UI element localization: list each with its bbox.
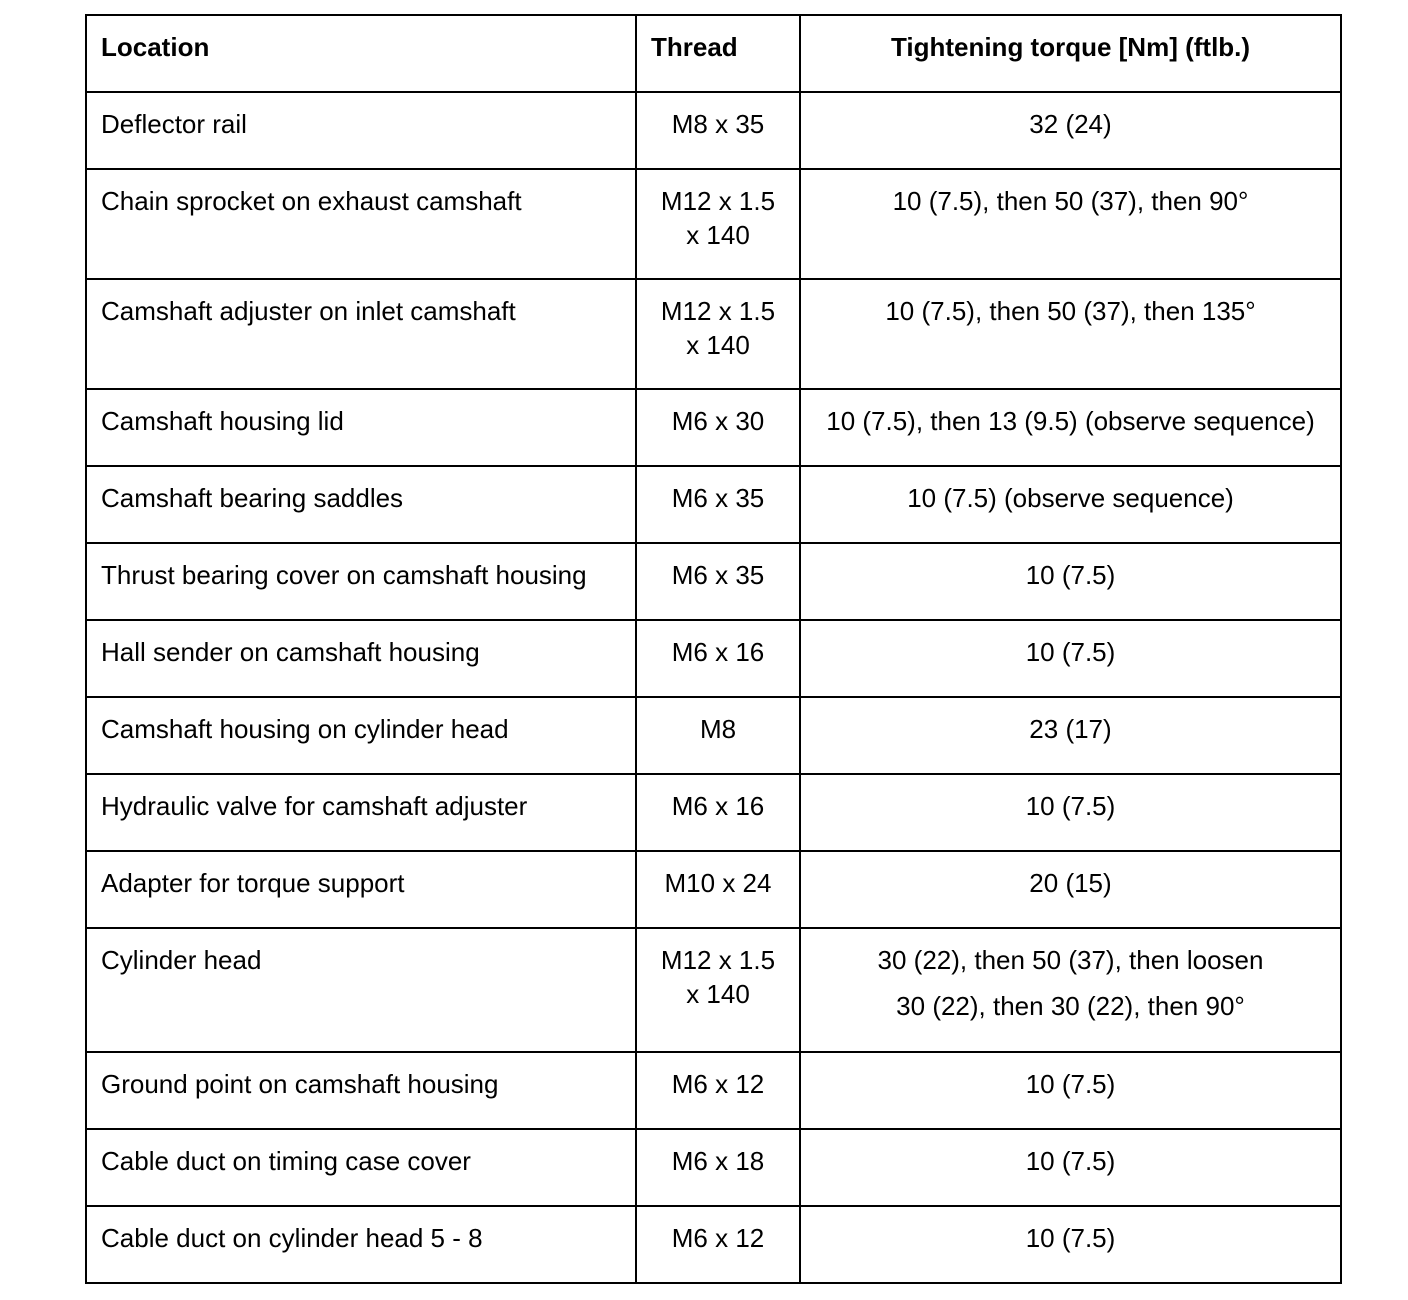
table-row: [86, 389, 1341, 466]
cell-torque: 10 (7.5): [800, 1206, 1341, 1283]
cell-torque: 23 (17): [800, 697, 1341, 774]
cell-thread: M6 x 35: [636, 466, 800, 543]
cell-thread: M6 x 12: [636, 1206, 800, 1283]
cell-torque: 20 (15): [800, 851, 1341, 928]
cell-location: Deflector rail: [86, 92, 636, 169]
table-row: [86, 1129, 1341, 1206]
cell-thread: M12 x 1.5 x 140: [636, 928, 800, 1052]
cell-torque: 10 (7.5), then 50 (37), then 135°: [800, 279, 1341, 389]
cell-torque: 10 (7.5), then 50 (37), then 90°: [800, 169, 1341, 279]
table-row: [86, 279, 1341, 389]
cell-location: Camshaft housing lid: [86, 389, 636, 466]
cell-thread: M6 x 18: [636, 1129, 800, 1206]
cell-location: Chain sprocket on exhaust camshaft: [86, 169, 636, 279]
cell-torque-line-2: 30 (22), then 30 (22), then 90°: [896, 991, 1245, 1021]
table-row: [86, 543, 1341, 620]
cell-torque: 10 (7.5): [800, 1129, 1341, 1206]
cell-location: Camshaft housing on cylinder head: [86, 697, 636, 774]
table-row: [86, 466, 1341, 543]
cell-thread: M8: [636, 697, 800, 774]
cell-torque: 10 (7.5) (observe sequence): [800, 466, 1341, 543]
table-row: [86, 851, 1341, 928]
table-row: [86, 697, 1341, 774]
cell-torque: 32 (24): [800, 92, 1341, 169]
cell-torque-line-1: 30 (22), then 50 (37), then loosen: [877, 945, 1264, 975]
cell-thread: M10 x 24: [636, 851, 800, 928]
table-row: [86, 774, 1341, 851]
cell-location: Ground point on camshaft housing: [86, 1052, 636, 1129]
table-row: [86, 1206, 1341, 1283]
cell-thread: M12 x 1.5 x 140: [636, 279, 800, 389]
cell-location: Hydraulic valve for camshaft adjuster: [86, 774, 636, 851]
cell-thread: M6 x 35: [636, 543, 800, 620]
cell-location: Cylinder head: [86, 928, 636, 1052]
cell-torque: 10 (7.5): [800, 620, 1341, 697]
table-row: [86, 169, 1341, 279]
header-thread: Thread: [636, 15, 800, 92]
header-location: Location: [86, 15, 636, 92]
cell-thread: M6 x 12: [636, 1052, 800, 1129]
table-row: [86, 620, 1341, 697]
cell-location: Thrust bearing cover on camshaft housing: [86, 543, 636, 620]
table-header-row: [86, 15, 1341, 92]
cell-location: Cable duct on cylinder head 5 - 8: [86, 1206, 636, 1283]
table-row: [86, 928, 1341, 1052]
cell-torque: 10 (7.5), then 13 (9.5) (observe sequence): [800, 389, 1341, 466]
cell-torque: 10 (7.5): [800, 1052, 1341, 1129]
cell-location: Camshaft bearing saddles: [86, 466, 636, 543]
cell-thread: M6 x 30: [636, 389, 800, 466]
table-row: [86, 1052, 1341, 1129]
cell-torque: [800, 928, 1341, 1052]
header-torque: Tightening torque [Nm] (ftlb.): [800, 15, 1341, 92]
cell-thread: M8 x 35: [636, 92, 800, 169]
cell-location: Cable duct on timing case cover: [86, 1129, 636, 1206]
cell-torque: 10 (7.5): [800, 774, 1341, 851]
cell-thread: M6 x 16: [636, 774, 800, 851]
table-row: [86, 92, 1341, 169]
cell-thread: M12 x 1.5 x 140: [636, 169, 800, 279]
cell-location: Camshaft adjuster on inlet camshaft: [86, 279, 636, 389]
cell-torque: 10 (7.5): [800, 543, 1341, 620]
cell-thread: M6 x 16: [636, 620, 800, 697]
torque-specification-table: [85, 14, 1342, 1284]
cell-location: Adapter for torque support: [86, 851, 636, 928]
cell-location: Hall sender on camshaft housing: [86, 620, 636, 697]
